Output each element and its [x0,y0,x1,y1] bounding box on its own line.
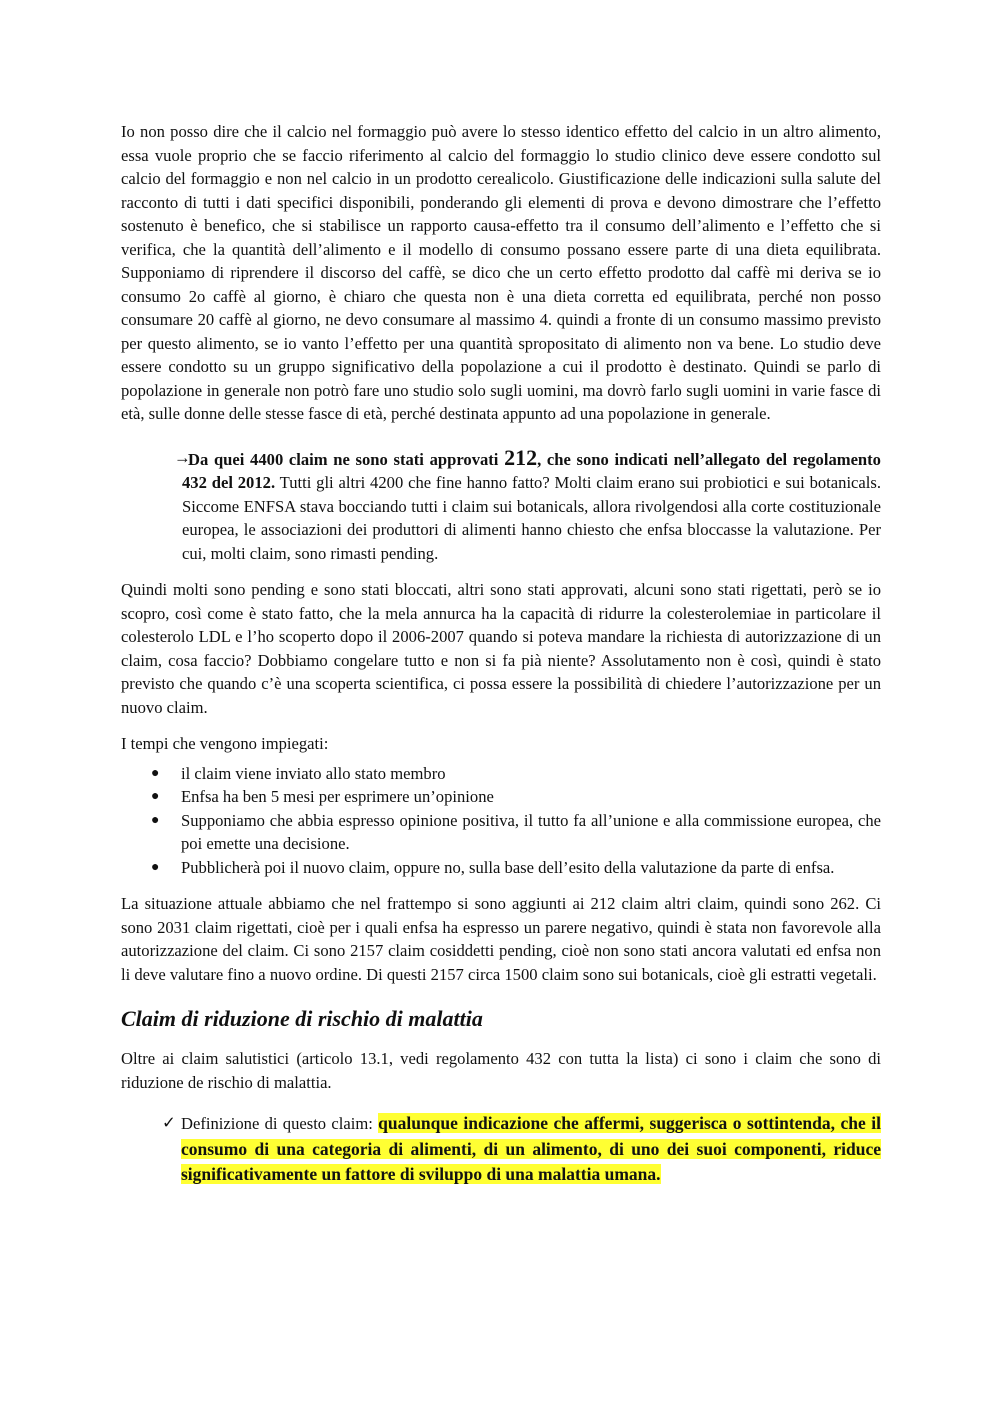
section-heading: Claim di riduzione di rischio di malattia [121,1006,483,1031]
pending-claims-text: Tutti gli altri 4200 che fine hanno fatto? Molti claim erano sui probiotici e sui botanicals. Siccome ENFSA stava bocciando tutti i claim sui botanicals, allora rivolgendosi alla corte costituzionale europea, le associazioni dei produttori di alimenti hanno chiesto che enfsa bloccasse la valutazione. Per cui, molti claim, sono rimasti pending. [182,473,882,563]
approved-claims-regulation: , che sono indicati nell’allegato del regolamento 432 del 2012. [182,449,881,492]
paragraph-mela-annurca: Quindi molti sono pending e sono stati bloccati, altri sono stati approvati, alcuni sono stati rigettati, però se io scopro, così come è stato fatto, che la mela annurca ha la capacità di ridurre la colesterolemiae in particolare il colesterolo LDL e l’ho scoperto dopo il 2006-2007 quando si poteva mandare la richiesta di autorizzazione di un claim, cosa faccio? Dobbiamo congelare tutto e non si fa pià niente? Assolutamento non è così, quindi è stato previsto che quando c’è una scoperta scientifica, ci possa essere la possibilità di chiedere l’autorizzazione per un nuovo claim. [121,580,881,717]
definition-label: Definizione di questo claim: [181,1114,379,1133]
list-item: ● Supponiamo che abbia espresso opinione positiva, il tutto fa all’unione e alla commissione europea, che poi emette una decisione. [151,810,881,853]
bullet-icon: ● [151,812,160,828]
bullet-list-tempi [121,762,881,880]
highlighted-definition: qualunque indicazione che affermi, suggerisca o sottintenda, che il consumo di una categoria di alimenti, di un alimento, di uno dei suoi componenti, riduce significativamente un fattore di sviluppo di una malattia umana. [181,1113,882,1184]
list-item: ● il claim viene inviato allo stato membro [121,762,881,786]
check-list-item-definizione [162,1111,882,1188]
paragraph-situazione-attuale: La situazione attuale abbiamo che nel frattempo si sono aggiunti ai 212 claim altri claim, quindi sono 262. Ci sono 2031 claim rigettati, cioè per i quali enfsa ha espresso un parere negativo, quindi è stata non favorevole alla autorizzazione del claim. Ci sono 2157 claim cosiddetti pending, cioè non sono stati ancora valutati ed enfsa non li deve valutare fino a nuovo ordine. Di questi 2157 circa 1500 claim sono sui botanicals, cioè gli estratti vegetali. [121,894,881,984]
bullet-icon: ● [151,765,160,781]
approved-claims-number: 212 [504,444,538,470]
paragraph-claim-salutistici: Oltre ai claim salutistici (articolo 13.1, vedi regolamento 432 con tutta la lista) ci sono i claim che sono di riduzione de rischio di malattia. [121,1049,881,1092]
checkmark-icon: ✓ [162,1113,176,1132]
list-item: ● Pubblicherà poi il nuovo claim, oppure no, sulla base dell’esito della valutazione da parte di enfsa. [121,856,881,880]
arrow-icon: → [174,447,191,467]
paragraph-calcio: Io non posso dire che il calcio nel formaggio può avere lo stesso identico effetto del calcio in un altro alimento, essa vuole proprio che se faccio riferimento al calcio del formaggio lo studio clinico deve essere condotto sul calcio del formaggio e non nel calcio in un prodotto cerealicolo. Giustificazione delle indicazioni sulla salute del racconto di tutti i dati specifici disponibili, ponderando gli elementi di prova e devono dimostrare che l’effetto sostenuto è benefico, che si stabilisce un rapporto causa-effetto tra il consumo dell’alimento e l’effetto che si verifica, che la quantità dell’alimento e il modello di consumo possano essere parte di una dieta equilibrata. Supponiamo di riprendere il discorso del caffè, se dico che un certo effetto prodotto dal caffè mi deriva se io consumo 2o caffè al giorno, è chiaro che questa non è una dieta corretta ed equilibrata, perché non posso consumare 20 caffè al giorno, ne devo consumare al massimo 4. quindi a fronte di un consumo massimo previsto per questo alimento, se io vanto l’effetto per una quantità spropositato di alimento non va bene. Lo studio deve essere condotto su un gruppo significativo della popolazione a cui il prodotto è destinato. Quindi se parlo di popolazione in generale non potrò fare uno studio solo sugli uomini, ma dovrò farlo sugli uomini in varie fasce di età, sulle donne delle stesse fasce di età, perché destinata appunto ad una popolazione in generale. [121,122,881,423]
list-item: ● Enfsa ha ben 5 mesi per esprimere un’opinione [121,785,881,809]
paragraph-tempi: I tempi che vengono impiegati: [121,734,329,753]
bullet-icon: ● [151,789,160,804]
bullet-icon: ● [151,859,160,875]
arrow-list-item-claims [174,444,882,566]
approved-claims-lead: Da quei 4400 claim ne sono stati approvati [188,449,499,469]
